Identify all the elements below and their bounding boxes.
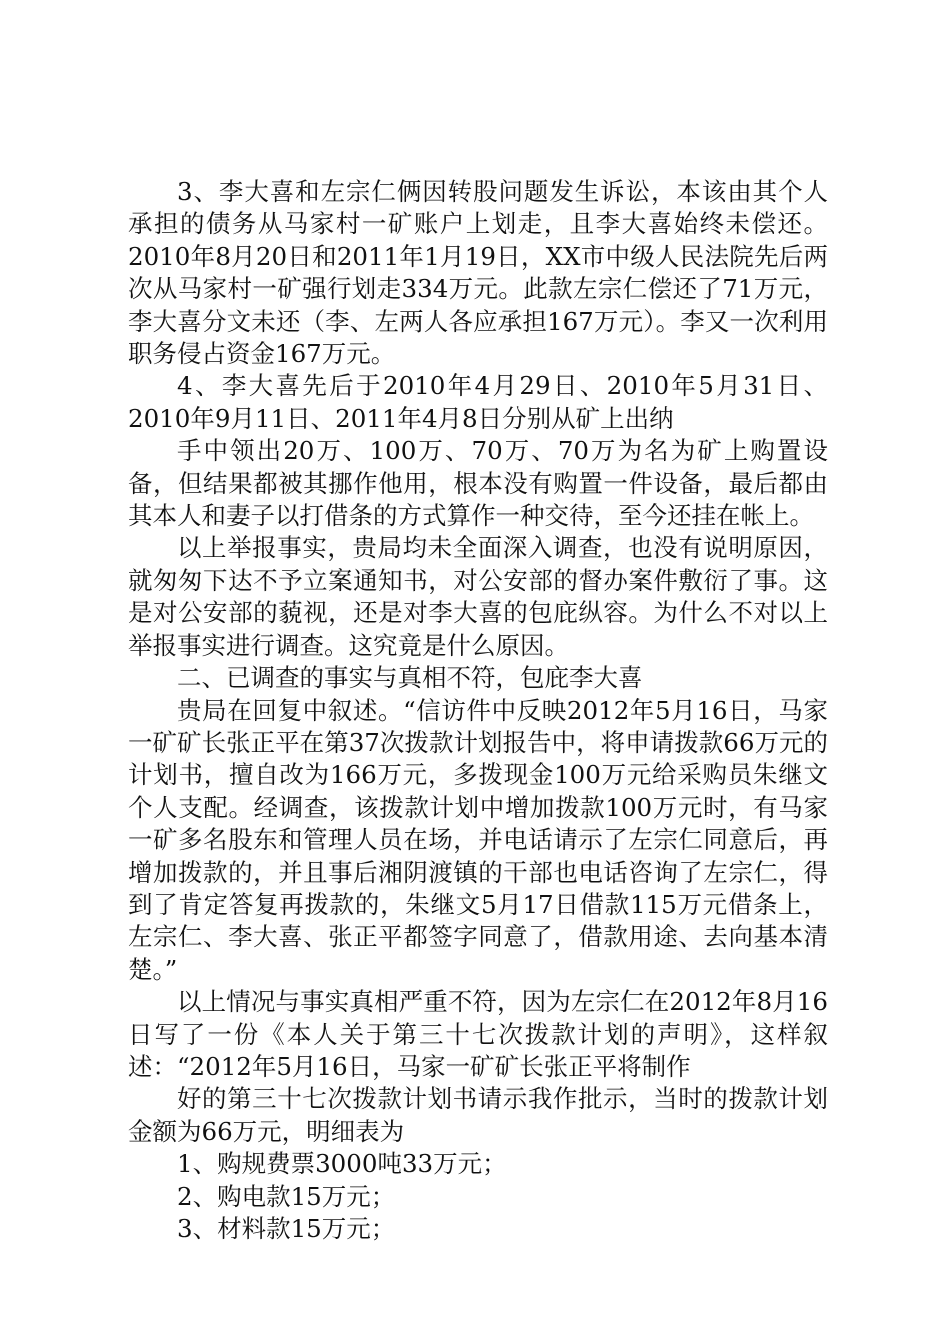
paragraph-bureau-reply: 贵局在回复中叙述。“信访件中反映2012年5月16日，马家一矿矿长张正平在第37次拨款计划报告中，将申请拨款66万元的计划书，擅自改为166万元，多拨现金100万元给采购员朱继文个人支配。经调查，该拨款计划中增加拨款100万元时，有马家一矿多名股东和管理人员在场，并电话请示了左宗仁同意后，再增加拨款的，并且事后湘阴渡镇的干部也电话咨询了左宗仁，得到了肯定答复再拨款的，朱继文5月17日借款115万元借条上，左宗仁、李大喜、张正平都签字同意了，借款用途、去向基本清楚。” <box>128 695 828 984</box>
paragraph-plan-amount: 好的第三十七次拨款计划书请示我作批示，当时的拨款计划金额为66万元，明细表为 <box>128 1084 828 1146</box>
section-heading-2: 二、已调查的事实与真相不符，包庇李大喜 <box>177 663 643 693</box>
list-item-2: 2、购电款15万元； <box>177 1181 396 1211</box>
paragraph-no-investigation: 以上举报事实，贵局均未全面深入调查，也没有说明原因，就匆匆下达不予立案通知书，对公安部的督办案件敷衍了事。这是对公安部的藐视，还是对李大喜的包庇纵容。为什么不对以上举报事实进行调查。这究竟是什么原因。 <box>128 533 828 660</box>
paragraph-cashier-withdrawals: 4、李大喜先后于2010年4月29日、2010年5月31日、2010年9月11日、2011年4月8日分别从矿上出纳 <box>128 371 828 433</box>
document-body <box>128 176 828 1245</box>
paragraph-equipment-funds: 手中领出20万、100万、70万、70万为名为矿上购置设备，但结果都被其挪作他用，根本没有购置一件设备，最后都由其本人和妻子以打借条的方式算作一种交待，至今还挂在帐上。 <box>128 436 828 531</box>
list-item-1: 1、购规费票3000吨33万元； <box>177 1149 507 1179</box>
paragraph-debt-lawsuit: 3、李大喜和左宗仁俩因转股问题发生诉讼，本该由其个人承担的债务从马家村一矿账户上划走，且李大喜始终未偿还。2010年8月20日和2011年1月19日，XX市中级人民法院先后两次从马家村一矿强行划走334万元。此款左宗仁偿还了71万元，李大喜分文未还（李、左两人各应承担167万元）。李又一次利用职务侵占资金167万元。 <box>128 177 828 369</box>
paragraph-declaration-intro: 以上情况与事实真相严重不符，因为左宗仁在2012年8月16日写了一份《本人关于第三十七次拨款计划的声明》，这样叙述：“2012年5月16日，马家一矿矿长张正平将制作 <box>128 987 828 1081</box>
list-item-3: 3、材料款15万元； <box>177 1214 396 1243</box>
